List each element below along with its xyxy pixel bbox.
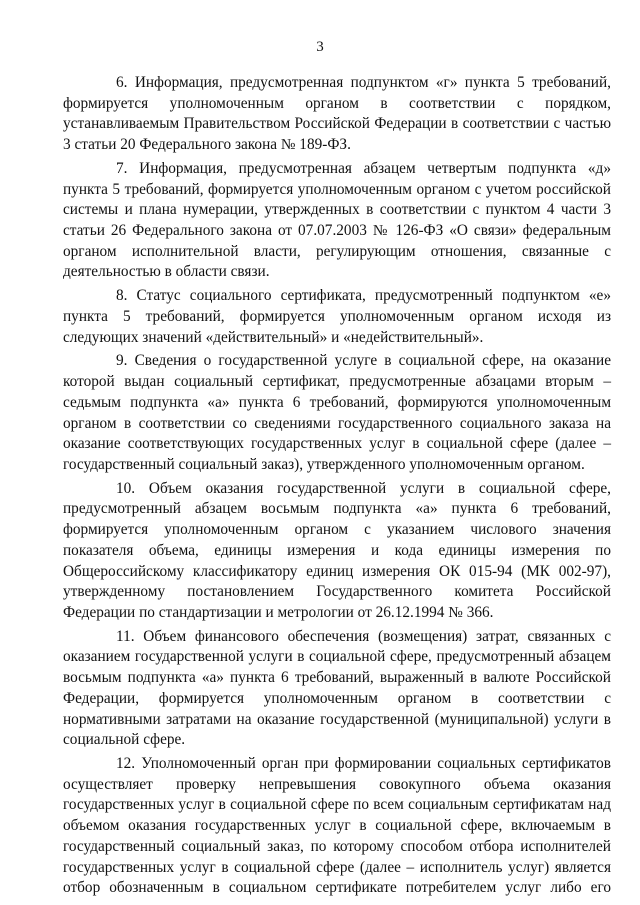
paragraph-12: 12. Уполномоченный орган при формировании социальных сертификатов осуществляет проверку непревышения совокупного объема оказания государственных услуг в социальной сфере по всем социальным сертификатам над объемом оказания государственных услуг в социальной сфере, включаемым в государственный социальный заказ, по которому способом отбора исполнителей государственных услуг в социальной сфере (далее – исполнитель услуг) является отбор обозначенным в социальном сертификате потребителем услуг либо его bbox=[63, 755, 611, 897]
paragraph-8: 8. Статус социального сертификата, предусмотренный подпунктом «е» пункта 5 требований, формируется уполномоченным органом исходя из следующих значений «действительный» и «недействительный». bbox=[63, 287, 611, 346]
paragraph-6: 6. Информация, предусмотренная подпунктом «г» пункта 5 требований, формируется уполномоченным органом в соответствии с порядком, устанавливаемым Правительством Российской Федерации в соответствии с частью 3 статьи 20 Федерального закона № 189-ФЗ. bbox=[63, 74, 611, 154]
page-number: 3 bbox=[316, 39, 324, 55]
paragraph-9: 9. Сведения о государственной услуге в социальной сфере, на оказание которой выдан социальный сертификат, предусмотренные абзацами вторым – седьмым подпункта «а» пункта 6 требований, формируются уполномоченным органом в соответствии со сведениями государственного социального заказа на оказание соответствующих государственных услуг в социальной сфере (далее – государственный социальный заказ), утвержденного уполномоченным органом. bbox=[63, 352, 611, 473]
paragraph-7: 7. Информация, предусмотренная абзацем четвертым подпункта «д» пункта 5 требований, формируется уполномоченным органом с учетом российской системы и плана нумерации, утвержденных в соответствии с пунктом 4 части 3 статьи 26 Федерального закона от 07.07.2003 № 126-ФЗ «О связи» федеральным органом исполнительной власти, регулирующим отношения, связанные с деятельностью в области связи. bbox=[63, 159, 611, 281]
document-body bbox=[63, 73, 611, 899]
paragraph-10: 10. Объем оказания государственной услуги в социальной сфере, предусмотренный абзацем восьмым подпункта «а» пункта 6 требований, формируется уполномоченным органом с указанием числового значения показателя объема, единицы измерения и кода единицы измерения по Общероссийскому классификатору единиц измерения ОК 015-94 (МК 002-97), утвержденному постановлением Государственного комитета Российской Федерации по стандартизации и метрологии от 26.12.1994 № 366. bbox=[63, 479, 611, 621]
paragraph-11: 11. Объем финансового обеспечения (возмещения) затрат, связанных с оказанием государственной услуги в социальной сфере, предусмотренный абзацем восьмым подпункта «а» пункта 6 требований, выраженный в валюте Российской Федерации, формируется уполномоченным органом в соответствии с нормативными затратами на оказание государственной (муниципальной) услуги в социальной сфере. bbox=[63, 627, 611, 749]
